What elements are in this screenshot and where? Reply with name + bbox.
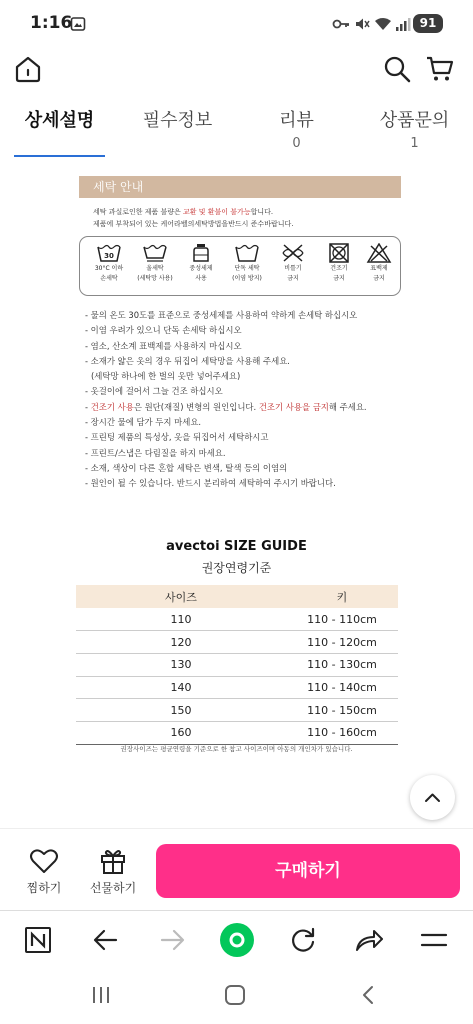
wishlist-button[interactable] <box>14 847 74 896</box>
android-nav-bar <box>0 970 473 1024</box>
tab-count: 0 <box>292 136 301 151</box>
menu-icon[interactable] <box>420 925 448 959</box>
care-icon-item: 건조기 금지 <box>316 243 362 283</box>
wash-guide-notice: 세탁 과실로인한 제품 불량은 교환 및 환불이 불가능합니다. 제품에 부착되어 있는 케어라벨의세탁방법을반드시 준수바랍니다. <box>93 208 294 228</box>
gift-button[interactable] <box>82 847 144 896</box>
cart-icon[interactable] <box>425 54 455 88</box>
tab-label: 상세설명 <box>24 110 95 131</box>
care-icon-item: 중성세제 사용 <box>178 243 224 283</box>
wash-guide <box>79 176 401 492</box>
list-item: - 물의 온도 30도를 표준으로 중성세제를 사용하여 약하게 손세탁 하십시오 <box>85 310 358 320</box>
scroll-to-top-button[interactable] <box>410 775 455 820</box>
home-button-icon[interactable] <box>224 984 246 1010</box>
gallery-notification-icon <box>70 16 86 36</box>
size-table <box>76 585 398 745</box>
naver-home-icon[interactable] <box>25 925 51 959</box>
status-bar <box>0 0 473 48</box>
no-bleach-icon <box>362 243 396 263</box>
table-row: 140 110 - 140cm <box>76 676 398 699</box>
wifi-icon <box>374 16 392 36</box>
tab-qna[interactable] <box>369 106 460 151</box>
gift-label: 선물하기 <box>89 881 137 895</box>
heart-icon <box>29 847 59 875</box>
care-icon-item: 표백제 금지 <box>362 243 396 283</box>
table-row: 130 110 - 130cm <box>76 653 398 676</box>
wash-30-icon <box>86 243 132 263</box>
size-guide-subtitle: 권장연령기준 <box>201 561 272 575</box>
no-wring-icon <box>270 243 316 263</box>
tab-detail[interactable] <box>14 106 105 132</box>
care-label-icons <box>79 236 401 296</box>
back-arrow-icon[interactable] <box>92 925 120 959</box>
tab-required-info[interactable] <box>132 106 223 132</box>
gentle-wash-icon <box>132 243 178 263</box>
care-icon-item: 단독 세탁 (이염 방지) <box>224 243 270 283</box>
gift-icon <box>98 847 128 875</box>
care-icon-item: 비틀기 금지 <box>270 243 316 283</box>
wishlist-label: 찜하기 <box>26 881 62 895</box>
home-icon[interactable] <box>13 54 43 88</box>
key-icon <box>332 16 350 35</box>
table-row: 110 110 - 110cm <box>76 608 398 631</box>
list-item: (세탁망 하나에 한 벌의 옷만 넣어주세요) <box>91 371 241 382</box>
size-guide-note: 권장사이즈는 평균연령을 기준으로 한 참고 사이즈이며 아동의 개인차가 있습니다. <box>120 745 353 753</box>
table-row: 120 110 - 120cm <box>76 631 398 654</box>
recent-apps-icon[interactable] <box>90 984 112 1010</box>
green-dot-icon[interactable] <box>220 923 254 961</box>
tab-reviews[interactable] <box>251 106 342 151</box>
chevron-up-icon <box>410 775 455 820</box>
list-item-dryer-warning: - 건조기 사용은 원단(재질) 변형의 원인입니다. 건조기 사용을 금지해 주세요. <box>85 401 367 412</box>
tab-label: 상품문의 <box>379 110 450 131</box>
neutral-detergent-icon <box>178 243 224 263</box>
search-icon[interactable] <box>382 54 412 88</box>
tab-label: 필수정보 <box>142 110 213 131</box>
active-tab-indicator <box>14 155 105 157</box>
list-item: - 이염 우려가 있으니 단독 손세탁 하십시오 <box>85 325 242 336</box>
browser-toolbar <box>0 910 473 970</box>
care-icon-item: 30 30°C 이하 손세탁 <box>86 243 132 283</box>
single-wash-icon <box>224 243 270 263</box>
battery-indicator: 91 <box>413 14 443 33</box>
list-item: - 소재가 얇은 옷의 경우 뒤집어 세탁망을 사용해 주세요. <box>85 355 290 366</box>
status-time: 1:16 <box>30 13 73 33</box>
list-item: - 옷걸이에 걸어서 그늘 건조 하십시오 <box>85 386 223 397</box>
list-item: - 소재, 색상이 다른 혼합 세탁은 변색, 탈색 등의 이염의 <box>85 462 288 473</box>
signal-icon <box>395 16 411 36</box>
table-header-row <box>76 585 398 608</box>
table-row: 150 110 - 150cm <box>76 699 398 722</box>
tab-count: 1 <box>410 136 419 151</box>
mute-icon <box>354 16 370 36</box>
list-item: - 프린팅 제품의 특성상, 옷을 뒤집어서 세탁하시고 <box>85 432 269 443</box>
table-row: 160 110 - 160cm <box>76 721 398 744</box>
column-header-size: 사이즈 <box>76 585 286 608</box>
purchase-action-bar <box>0 828 473 910</box>
refresh-icon[interactable] <box>288 925 318 959</box>
share-icon[interactable] <box>354 925 384 959</box>
back-nav-icon[interactable] <box>358 984 380 1010</box>
svg-text:30: 30 <box>104 252 114 260</box>
list-item: - 원인이 될 수 있습니다. 반드시 분리하여 세탁하여 주시기 바랍니다. <box>85 478 336 489</box>
buy-button[interactable]: 구매하기 <box>156 844 460 898</box>
list-item: - 염소, 산소계 표백제를 사용하지 마십시오 <box>85 340 242 351</box>
care-icon-item: 울세탁 (세탁망 사용) <box>132 243 178 283</box>
wash-instructions <box>85 308 401 492</box>
list-item: - 장시간 물에 담가 두지 마세요. <box>85 417 202 428</box>
tab-label: 리뷰 <box>279 110 314 131</box>
product-tabs <box>0 98 473 160</box>
list-item: - 프린트/스냅은 다림질을 하지 마세요. <box>85 447 226 458</box>
size-guide-title: avectoi SIZE GUIDE <box>166 539 307 554</box>
column-header-height: 키 <box>286 585 398 608</box>
forward-arrow-icon[interactable] <box>158 925 186 959</box>
wash-guide-header: 세탁 안내 <box>79 176 401 198</box>
top-nav <box>0 48 473 92</box>
no-dryer-icon <box>316 243 362 263</box>
